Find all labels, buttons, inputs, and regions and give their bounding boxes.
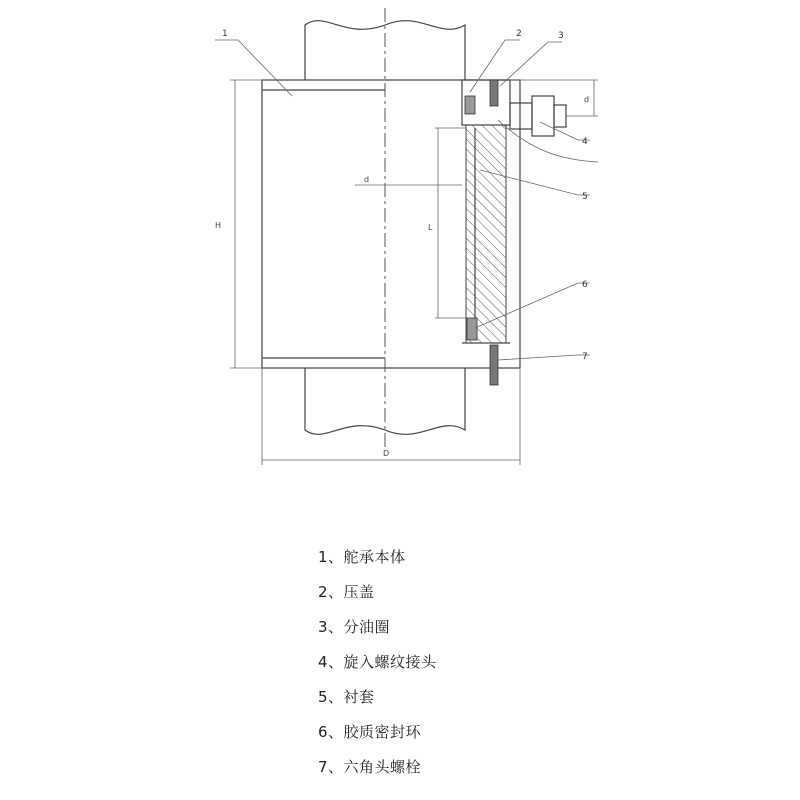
seal-ring-bottom	[467, 318, 477, 340]
legend-item: 5、衬套	[318, 688, 375, 706]
callout-4-top: 4	[582, 137, 588, 147]
legend-item: 3、分油圈	[318, 618, 391, 636]
legend-item: 4、旋入螺纹接头	[318, 653, 437, 671]
callout-3: 3	[558, 31, 564, 41]
dim-top-label: d	[584, 95, 590, 104]
leader-7	[498, 355, 590, 360]
legend-item: 1、舵承本体	[318, 548, 406, 566]
parts-legend	[318, 540, 437, 785]
callout-2: 2	[516, 29, 522, 39]
bolt-top	[490, 80, 498, 106]
dim-h-label: H	[215, 221, 222, 230]
fitting-tail	[554, 105, 566, 127]
legend-item: 7、六角头螺栓	[318, 758, 422, 776]
legend-item: 2、压盖	[318, 583, 375, 601]
legend-item: 6、胶质密封环	[318, 723, 422, 741]
fitting-nut	[510, 103, 532, 129]
bush-section	[466, 125, 506, 343]
callout-1: 1	[222, 29, 228, 39]
seal-ring-top	[465, 96, 475, 114]
bolt-bottom	[490, 345, 498, 385]
callout-5: 5	[582, 192, 588, 202]
callout-6: 6	[582, 280, 588, 290]
dim-l-label: L	[428, 223, 433, 232]
dim-d-label: D	[383, 449, 390, 458]
fitting-hex	[532, 96, 554, 136]
callout-7: 7	[582, 352, 588, 362]
leader-1	[215, 40, 292, 96]
dim-d-inner-label: d	[364, 175, 370, 184]
